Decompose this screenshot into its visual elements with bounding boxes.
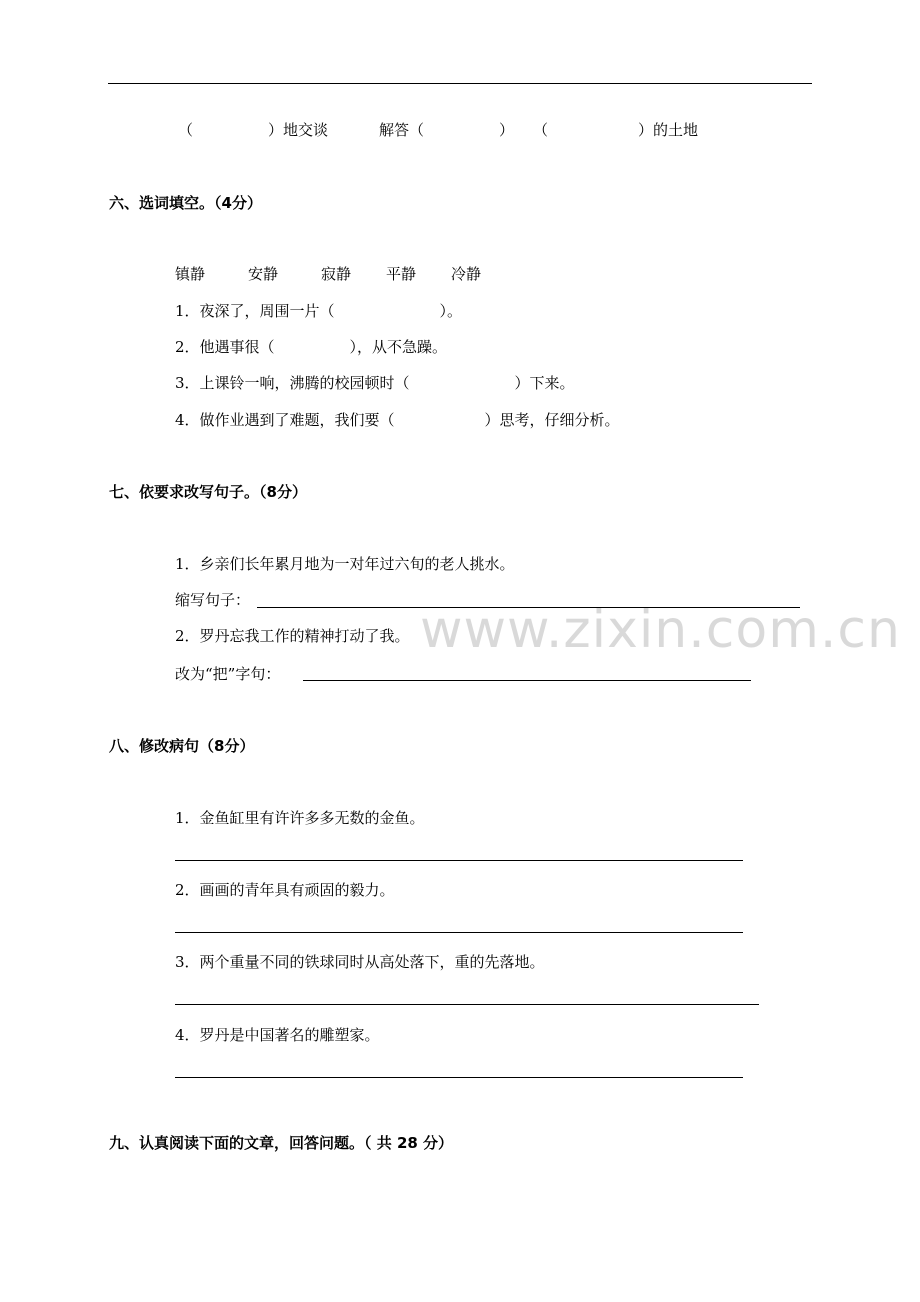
question-item: 4．做作业遇到了难题，我们要（ ）思考，仔细分析。 [175, 411, 620, 429]
section-9-heading: 九、认真阅读下面的文章，回答问题。（ 共 28 分） [109, 1134, 454, 1152]
word-choice: 冷静 [451, 265, 482, 283]
word-choice: 安静 [248, 265, 279, 283]
question-item: 3．两个重量不同的铁球同时从高处落下，重的先落地。 [175, 953, 545, 971]
answer-prompt: 缩写句子： [175, 591, 251, 609]
question-item: 4．罗丹是中国著名的雕塑家。 [175, 1026, 380, 1044]
answer-line [303, 680, 751, 681]
fill-item-answer: 解答（ ） [379, 121, 515, 139]
watermark: www.zixin.com.cn [420, 600, 901, 660]
word-choice: 寂静 [321, 265, 352, 283]
fill-item-land: （ ）的土地 [533, 121, 699, 139]
answer-line [175, 932, 743, 933]
question-item: 2．罗丹忘我工作的精神打动了我。 [175, 627, 410, 645]
question-item: 2．他遇事很（ ），从不急躁。 [175, 338, 448, 356]
question-item: 3．上课铃一响，沸腾的校园顿时（ ）下来。 [175, 374, 575, 392]
answer-line [175, 860, 743, 861]
answer-line [257, 607, 800, 608]
section-8-heading: 八、修改病句（8分） [109, 737, 255, 755]
word-choice: 平静 [386, 265, 417, 283]
answer-line [175, 1004, 759, 1005]
question-item: 1．乡亲们长年累月地为一对年过六旬的老人挑水。 [175, 555, 515, 573]
section-7-heading: 七、依要求改写句子。（8分） [109, 483, 307, 501]
question-item: 1．夜深了，周围一片（ ）。 [175, 302, 463, 320]
answer-prompt: 改为“把”字句： [175, 665, 281, 683]
section-6-heading: 六、选词填空。（4分） [109, 194, 262, 212]
fill-item-talk: （ ）地交谈 [178, 121, 329, 139]
question-item: 2．画画的青年具有顽固的毅力。 [175, 881, 395, 899]
header-rule [108, 83, 812, 84]
answer-line [175, 1077, 743, 1078]
word-choice: 镇静 [175, 265, 206, 283]
question-item: 1．金鱼缸里有许许多多无数的金鱼。 [175, 809, 425, 827]
